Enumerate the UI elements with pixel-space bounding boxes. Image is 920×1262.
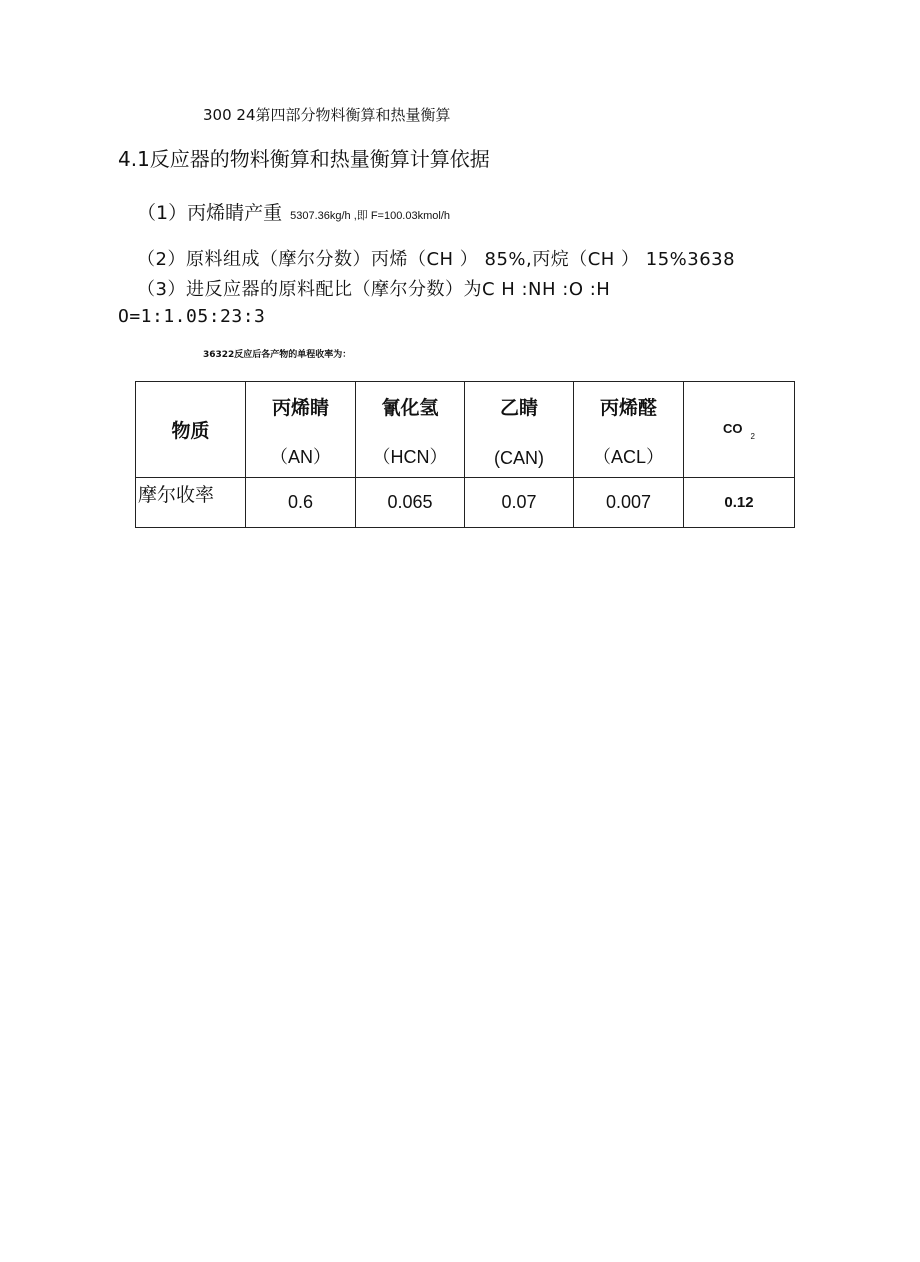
- table-header-row: [136, 382, 795, 478]
- table-cell: 0.07: [465, 478, 574, 528]
- corner-label: 物质: [171, 420, 210, 442]
- document-header: 300 24第四部分物料衡算和热量衡算: [203, 106, 451, 124]
- table-corner: [136, 382, 246, 478]
- table-note: 36322反应后各产物的单程收率为：: [203, 350, 352, 360]
- column-header-hcn: [356, 382, 465, 478]
- item-2: （2）原料组成（摩尔分数）丙烯（CH ） 85%,丙烷（CH ） 15%3638: [137, 249, 736, 270]
- section-title: 4.1反应器的物料衡算和热量衡算计算依据: [118, 147, 490, 171]
- table-cell: 0.6: [246, 478, 356, 528]
- column-name-cn: 丙烯睛: [271, 396, 329, 419]
- yield-table: [135, 381, 795, 528]
- column-name-cn: 氰化氢: [381, 396, 439, 419]
- column-header-can: [465, 382, 574, 478]
- table-cell: 0.065: [356, 478, 465, 528]
- column-header-co2: [684, 382, 795, 478]
- column-name-en: （AN）: [269, 446, 331, 467]
- column-name-en: （ACL）: [592, 446, 664, 467]
- table-cell: 0.007: [574, 478, 684, 528]
- co2-main: CO: [723, 421, 743, 436]
- item-3-line-2: O=1:1.05:23:3: [118, 306, 266, 327]
- item-1-detail: 5307.36kg/h ,即 F=100.03kmol/h: [290, 210, 451, 222]
- column-name-cn: 乙睛: [499, 396, 538, 419]
- column-name-en: （HCN）: [372, 446, 448, 467]
- column-header-acl: [574, 382, 684, 478]
- co2-label: [723, 421, 755, 441]
- column-name-cn: 丙烯醛: [599, 396, 657, 419]
- column-header-an: [246, 382, 356, 478]
- table-row: [136, 478, 795, 528]
- column-name-en: (CAN): [494, 447, 544, 468]
- item-1: [137, 198, 450, 225]
- item-3-line-1: （3）进反应器的原料配比（摩尔分数）为C H :NH :O :H: [137, 279, 611, 300]
- table-cell: 0.12: [684, 478, 795, 528]
- item-1-label: （1）丙烯睛产重: [137, 202, 283, 224]
- row-label: 摩尔收率: [136, 478, 246, 528]
- co2-subscript: 2: [750, 432, 755, 441]
